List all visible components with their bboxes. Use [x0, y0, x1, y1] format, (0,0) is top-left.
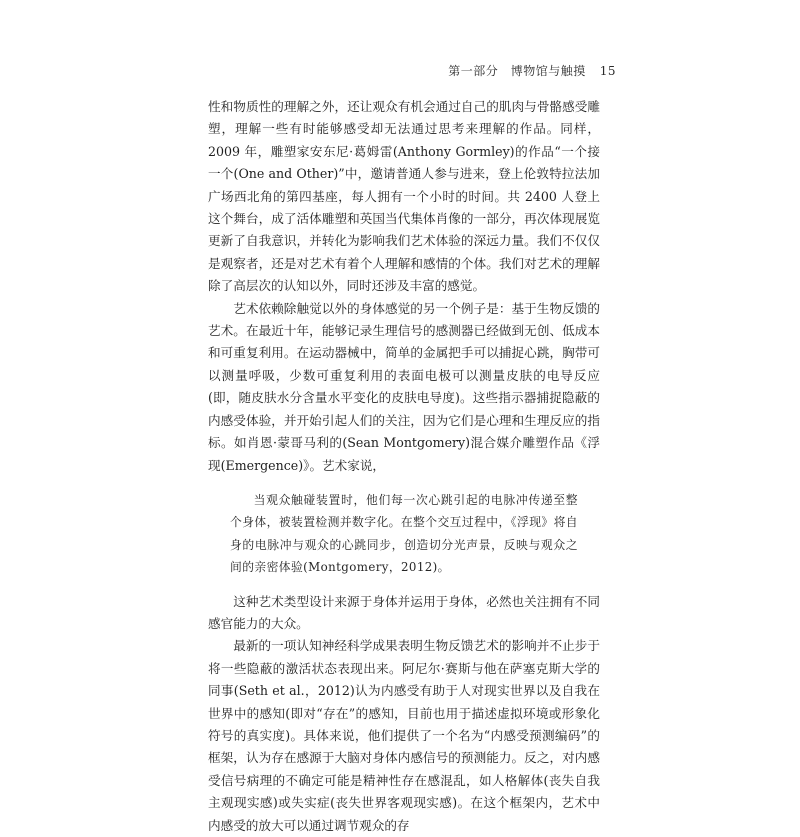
chapter-title: 第一部分 博物馆与触摸: [448, 64, 586, 78]
paragraph: 艺术依赖除触觉以外的身体感觉的另一个例子是：基于生物反馈的艺术。在最近十年，能够记录生理信号的感测器已经做到无创、低成本和可重复利用。在运动器械中，简单的金属把手可以捕捉心跳，胸带可以测量呼吸，少数可重复利用的表面电极可以测量皮肤的电导反应(即，随皮肤水分含量水平变化的皮肤电导度)。这些指示器捕捉隐蔽的内感受体验，并开始引起人们的关注，因为它们是心理和生理反应的指标。如肖恩·蒙哥马利的(Sean Montgomery)混合媒介雕塑作品《浮现(Emergence)》。艺术家说，: [208, 300, 600, 473]
paragraph: 这种艺术类型设计来源于身体并运用于身体，必然也关注拥有不同感官能力的大众。: [208, 593, 600, 631]
page-number: 15: [599, 64, 616, 78]
paragraph: 最新的一项认知神经科学成果表明生物反馈艺术的影响并不止步于将一些隐蔽的激活状态表现出来。阿尼尔·赛斯与他在萨塞克斯大学的同事(Seth et al.，2012)认为内感受有助于人对现实世界以及自我在世界中的感知(即对“存在”的感知，目前也用于描述虚拟环境或形象化符号的真实度)。具体来说，他们提供了一个名为“内感受预测编码”的框架，认为存在感源于大脑对身体内感信号的预测能力。反之，对内感受信号病理的不确定可能是精神性存在感混乱，如人格解体(丧失自我主观现实感)或失实症(丧失世界客观现实感)。在这个框架内，艺术中内感受的放大可以通过调节观众的存: [208, 638, 600, 833]
running-header: [208, 62, 616, 79]
paragraph: 性和物质性的理解之外，还让观众有机会通过自己的肌肉与骨骼感受雕塑，理解一些有时能够感受却无法通过思考来理解的作品。同样，2009 年，雕塑家安东尼·葛姆雷(Anthony Gormley)的作品“一个接一个(One and Other)”中，邀请普通人参与进来，登上伦敦特拉法加广场西北角的第四基座，每人拥有一个小时的时间。共 2400 人登上这个舞台，成了活体雕塑和英国当代集体肖像的一部分，再次体现展览更新了自我意识，并转化为影响我们艺术体验的深远力量。我们不仅仅是观察者，还是对艺术有着个人理解和感情的个体。我们对艺术的理解除了高层次的认知以外，同时还涉及丰富的感觉。: [208, 99, 600, 294]
block-quote: 当观众触碰装置时，他们每一次心跳引起的电脉冲传递至整个身体，被装置检测并数字化。在整个交互过程中，《浮现》将自身的电脉冲与观众的心跳同步，创造切分光声景，反映与观众之间的亲密体验(Montgomery，2012)。: [230, 492, 578, 575]
body-text: [208, 96, 600, 837]
